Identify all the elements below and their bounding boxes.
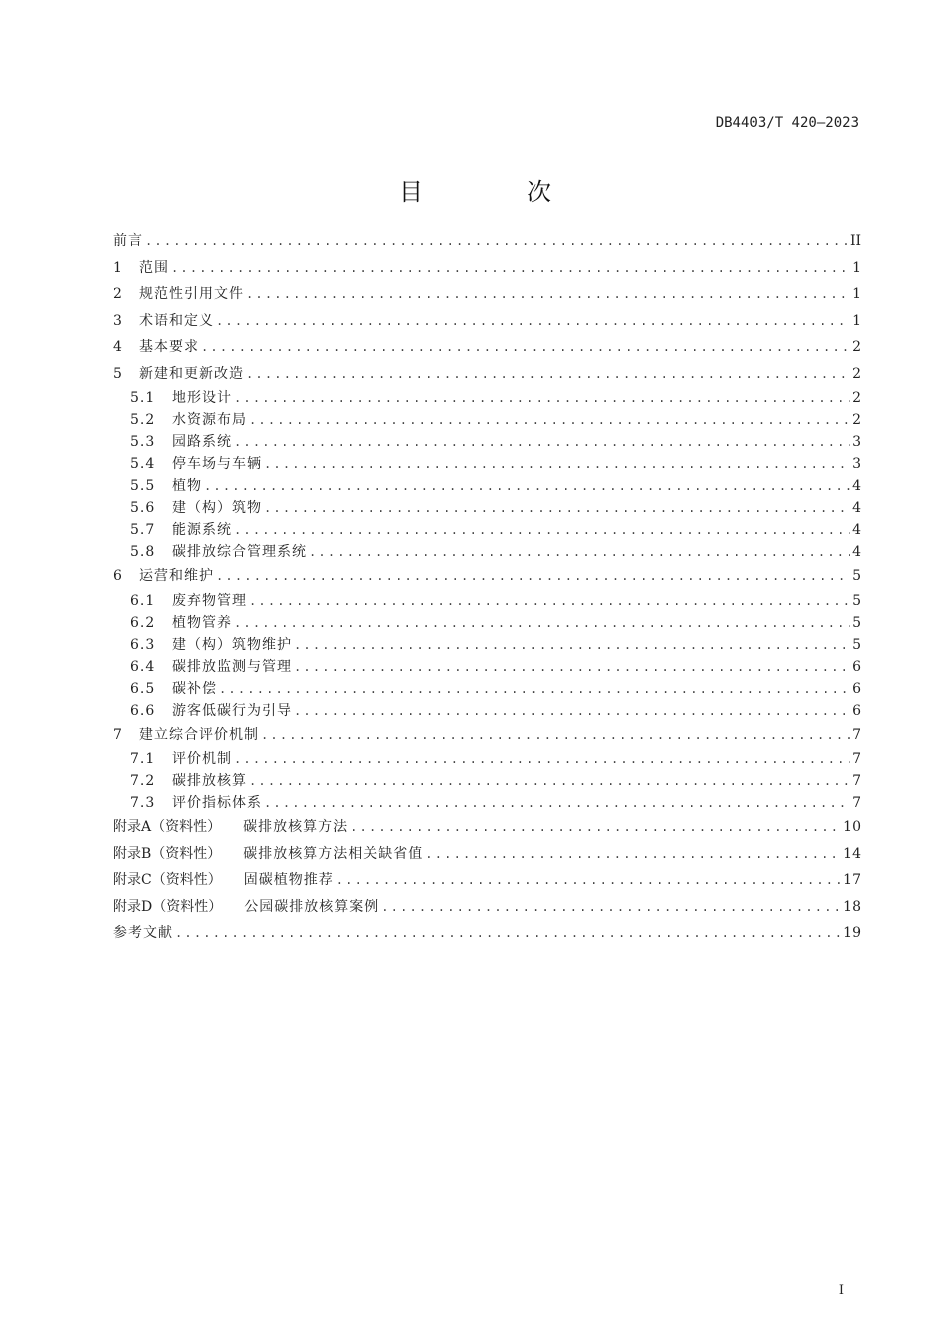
toc-entry-label: 固碳植物推荐 bbox=[243, 872, 334, 889]
toc-entry-number: 附录B（资料性） bbox=[113, 845, 222, 862]
toc-entry[interactable] bbox=[113, 590, 861, 612]
toc-entry-page: 2 bbox=[852, 365, 861, 382]
toc-entry[interactable] bbox=[113, 387, 861, 409]
toc-entry-label: 建（构）筑物 bbox=[172, 500, 262, 516]
toc-entry-number: 6.1 bbox=[130, 592, 156, 609]
toc-entry-label: 术语和定义 bbox=[139, 312, 214, 329]
toc-entry-number: 5 bbox=[113, 365, 122, 382]
dot-leader bbox=[381, 897, 841, 917]
dot-leader bbox=[145, 231, 848, 251]
toc-entry[interactable] bbox=[113, 700, 861, 722]
toc-entry[interactable] bbox=[113, 612, 861, 634]
toc-entry-label: 规范性引用文件 bbox=[139, 286, 244, 303]
toc-entry-number: 5.5 bbox=[130, 478, 156, 494]
toc-entry-number: 6.4 bbox=[130, 658, 156, 675]
toc-entry-number: 7.2 bbox=[130, 773, 156, 789]
dot-leader bbox=[204, 476, 850, 496]
dot-leader bbox=[249, 591, 850, 611]
toc-entry-label: 植物管养 bbox=[172, 614, 232, 631]
dot-leader bbox=[216, 566, 850, 586]
toc-entry-label: 碳排放核算方法相关缺省值 bbox=[243, 845, 424, 862]
toc-entry-number: 3 bbox=[113, 312, 122, 329]
toc-entry-number: 5.2 bbox=[130, 412, 156, 428]
toc-title: 目 次 bbox=[399, 178, 591, 206]
toc-entry-page: 17 bbox=[843, 872, 861, 889]
dot-leader bbox=[246, 364, 850, 384]
dot-leader bbox=[294, 635, 850, 655]
toc-entry[interactable] bbox=[113, 431, 861, 453]
toc-entry[interactable] bbox=[113, 541, 861, 563]
toc-entry-number: 5.7 bbox=[130, 522, 156, 538]
toc-entry-number: 5.6 bbox=[130, 500, 156, 516]
toc-entry[interactable] bbox=[113, 361, 861, 388]
toc-entry[interactable] bbox=[113, 814, 861, 841]
toc-entry-number: 5.3 bbox=[130, 434, 156, 450]
toc-entry-number: 7 bbox=[113, 726, 122, 743]
toc-entry-label: 建（构）筑物维护 bbox=[172, 636, 292, 653]
toc-entry-label: 新建和更新改造 bbox=[139, 365, 244, 382]
toc-entry-number: 6.2 bbox=[130, 614, 156, 631]
toc-entry[interactable] bbox=[113, 722, 861, 749]
toc-entry-number: 5.4 bbox=[130, 456, 156, 472]
toc-entry[interactable] bbox=[113, 678, 861, 700]
toc-entry-number: 附录A（资料性） bbox=[113, 819, 222, 836]
toc-entry-label: 公园碳排放核算案例 bbox=[244, 898, 380, 915]
toc-entry[interactable] bbox=[113, 656, 861, 678]
toc-entry[interactable] bbox=[113, 475, 861, 497]
toc-entry-label: 水资源布局 bbox=[172, 412, 247, 428]
toc-entry-label: 范围 bbox=[139, 259, 169, 276]
toc-entry[interactable] bbox=[113, 867, 861, 894]
toc-entry-page: 6 bbox=[852, 680, 861, 697]
dot-leader bbox=[425, 844, 841, 864]
toc-entry[interactable] bbox=[113, 334, 861, 361]
toc-entry-page: 3 bbox=[852, 456, 861, 472]
toc-entry-page: 10 bbox=[843, 819, 861, 836]
page-number: I bbox=[838, 1283, 844, 1298]
dot-leader bbox=[264, 793, 850, 813]
toc-entry-number: 5.8 bbox=[130, 544, 156, 560]
toc-entry-page: II bbox=[849, 233, 861, 250]
dot-leader bbox=[264, 454, 850, 474]
toc-entry-number: 6.3 bbox=[130, 636, 156, 653]
toc-entry-label: 碳补偿 bbox=[172, 680, 217, 697]
toc-entry-label: 评价机制 bbox=[172, 751, 232, 767]
toc-entry-label: 游客低碳行为引导 bbox=[172, 702, 292, 719]
dot-leader bbox=[201, 337, 850, 357]
toc-entry-label: 建立综合评价机制 bbox=[139, 726, 259, 743]
dot-leader bbox=[294, 701, 850, 721]
toc-entry-label: 停车场与车辆 bbox=[172, 456, 262, 472]
dot-leader bbox=[249, 410, 850, 430]
toc-entry-label: 地形设计 bbox=[172, 390, 232, 406]
dot-leader bbox=[234, 613, 850, 633]
toc-entry[interactable] bbox=[113, 792, 861, 814]
toc-entry-page: 5 bbox=[852, 568, 861, 585]
toc-entry-label: 评价指标体系 bbox=[172, 795, 262, 811]
toc-entry[interactable] bbox=[113, 308, 861, 335]
toc-entry-label: 参考文献 bbox=[113, 925, 173, 942]
toc-entry-label: 碳排放核算方法 bbox=[243, 819, 349, 836]
toc-entry-page: 7 bbox=[852, 751, 861, 767]
toc-entry-number: 附录C（资料性） bbox=[113, 872, 222, 889]
toc-entry-label: 能源系统 bbox=[172, 522, 232, 538]
dot-leader bbox=[261, 725, 850, 745]
table-of-contents bbox=[113, 228, 861, 947]
toc-entry-number: 6 bbox=[113, 568, 122, 585]
toc-entry[interactable] bbox=[113, 409, 861, 431]
toc-entry-page: 4 bbox=[852, 478, 861, 494]
toc-entry-page: 6 bbox=[852, 658, 861, 675]
toc-entry[interactable] bbox=[113, 770, 861, 792]
dot-leader bbox=[234, 432, 850, 452]
toc-entry-number: 1 bbox=[113, 259, 122, 276]
toc-entry-page: 2 bbox=[852, 339, 861, 356]
dot-leader bbox=[309, 542, 850, 562]
toc-entry[interactable] bbox=[113, 841, 861, 868]
dot-leader bbox=[350, 817, 841, 837]
toc-entry-number: 2 bbox=[113, 286, 122, 303]
toc-entry-label: 碳排放核算 bbox=[172, 773, 247, 789]
toc-entry-label: 前言 bbox=[113, 233, 143, 250]
toc-entry-label: 基本要求 bbox=[139, 339, 199, 356]
dot-leader bbox=[216, 311, 850, 331]
dot-leader bbox=[264, 498, 850, 518]
toc-entry[interactable] bbox=[113, 497, 861, 519]
toc-entry-label: 碳排放监测与管理 bbox=[172, 658, 292, 675]
toc-entry-page: 2 bbox=[852, 412, 861, 428]
toc-entry-number: 4 bbox=[113, 339, 122, 356]
dot-leader bbox=[171, 258, 850, 278]
toc-entry-page: 4 bbox=[852, 522, 861, 538]
toc-entry-page: 2 bbox=[852, 390, 861, 406]
toc-entry-page: 5 bbox=[852, 636, 861, 653]
dot-leader bbox=[175, 923, 841, 943]
toc-entry-page: 7 bbox=[852, 795, 861, 811]
toc-entry-page: 6 bbox=[852, 702, 861, 719]
toc-entry-page: 7 bbox=[852, 726, 861, 743]
toc-entry-number: 6.6 bbox=[130, 702, 156, 719]
toc-entry-number: 6.5 bbox=[130, 680, 156, 697]
toc-entry[interactable] bbox=[113, 920, 861, 947]
document-code: DB4403/T 420—2023 bbox=[715, 115, 859, 131]
toc-entry-number: 附录D（资料性） bbox=[113, 898, 223, 915]
toc-entry[interactable] bbox=[113, 748, 861, 770]
toc-entry-page: 5 bbox=[852, 614, 861, 631]
toc-entry-page: 5 bbox=[852, 592, 861, 609]
toc-entry-page: 19 bbox=[843, 925, 861, 942]
dot-leader bbox=[336, 870, 841, 890]
toc-entry-label: 废弃物管理 bbox=[172, 592, 247, 609]
dot-leader bbox=[234, 520, 850, 540]
toc-entry-label: 植物 bbox=[172, 478, 202, 494]
toc-entry[interactable] bbox=[113, 894, 861, 921]
toc-entry-page: 4 bbox=[852, 500, 861, 516]
dot-leader bbox=[246, 284, 850, 304]
toc-entry-page: 14 bbox=[843, 845, 861, 862]
toc-entry[interactable] bbox=[113, 255, 861, 282]
toc-entry[interactable] bbox=[113, 281, 861, 308]
toc-entry-page: 1 bbox=[852, 286, 861, 303]
toc-entry-label: 碳排放综合管理系统 bbox=[172, 544, 307, 560]
toc-entry[interactable] bbox=[113, 563, 861, 590]
toc-entry-page: 18 bbox=[843, 898, 861, 915]
toc-entry-page: 1 bbox=[852, 259, 861, 276]
toc-entry[interactable] bbox=[113, 634, 861, 656]
toc-entry[interactable] bbox=[113, 519, 861, 541]
toc-entry[interactable] bbox=[113, 453, 861, 475]
toc-entry-label: 园路系统 bbox=[172, 434, 232, 450]
dot-leader bbox=[234, 388, 850, 408]
toc-entry-page: 3 bbox=[852, 434, 861, 450]
toc-entry-number: 7.1 bbox=[130, 751, 156, 767]
toc-entry-page: 7 bbox=[852, 773, 861, 789]
dot-leader bbox=[249, 771, 850, 791]
toc-entry-number: 5.1 bbox=[130, 390, 156, 406]
toc-entry-label: 运营和维护 bbox=[139, 568, 214, 585]
dot-leader bbox=[234, 749, 850, 769]
dot-leader bbox=[219, 679, 850, 699]
dot-leader bbox=[294, 657, 850, 677]
toc-entry-page: 4 bbox=[852, 544, 861, 560]
toc-entry-page: 1 bbox=[852, 312, 861, 329]
toc-entry-number: 7.3 bbox=[130, 795, 156, 811]
toc-entry[interactable] bbox=[113, 228, 861, 255]
